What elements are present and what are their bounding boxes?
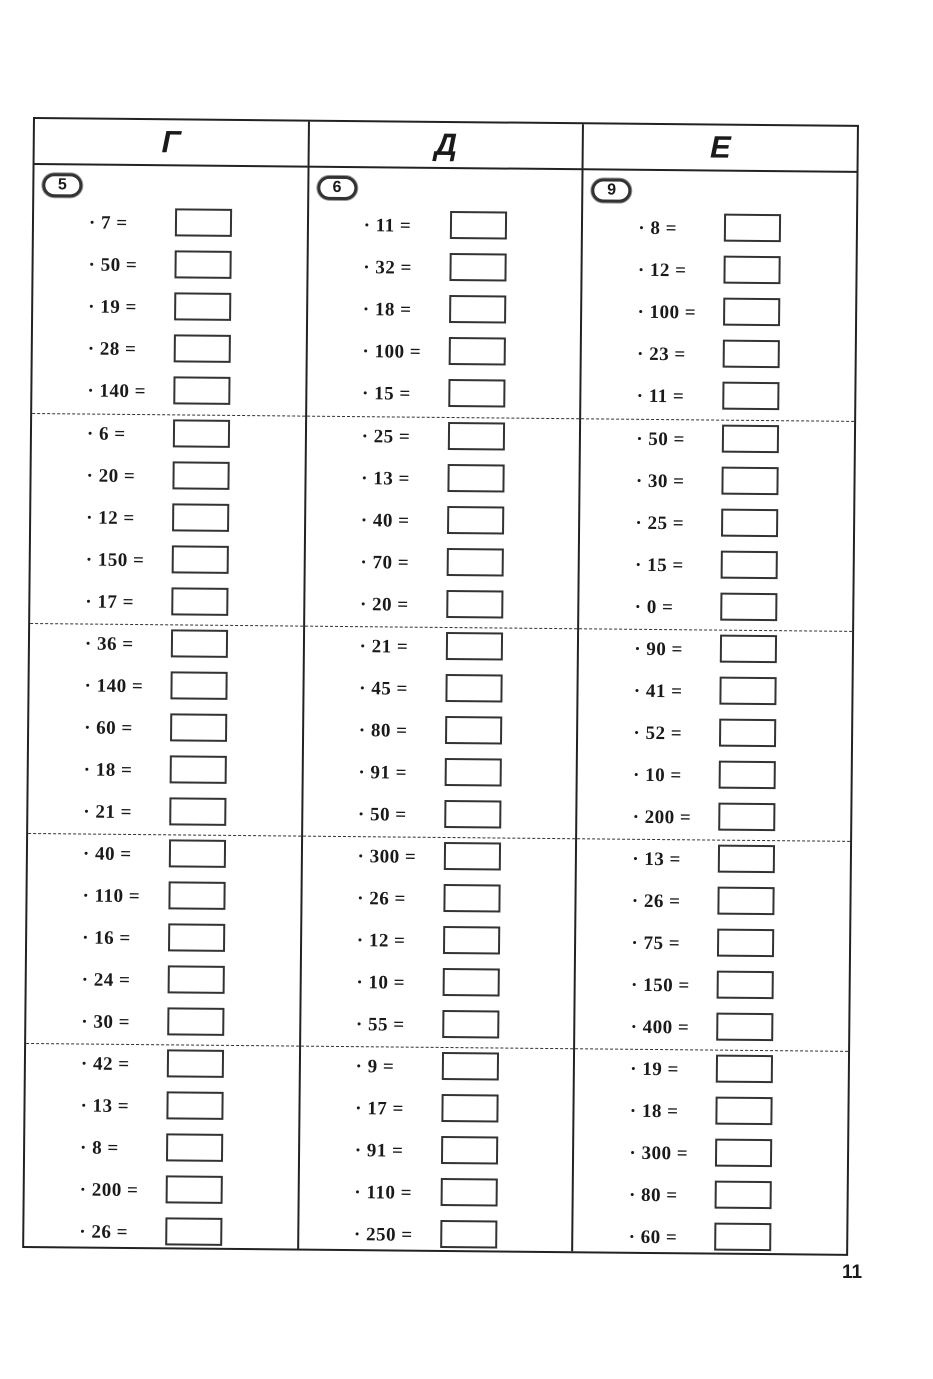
answer-box[interactable] <box>444 758 501 787</box>
exercise-row <box>299 1217 572 1256</box>
exercise-row <box>305 587 578 626</box>
answer-box[interactable] <box>168 923 225 952</box>
answer-box[interactable] <box>443 842 500 871</box>
exercise-row <box>34 205 307 244</box>
answer-box[interactable] <box>721 593 778 622</box>
multiplication-expression: · 36 = <box>84 633 134 655</box>
exercise-row <box>581 421 854 460</box>
answer-box[interactable] <box>449 295 506 324</box>
exercise-row <box>307 334 580 373</box>
multiplication-expression: · 26 = <box>357 888 406 910</box>
multiplication-expression: · 7 = <box>88 212 128 234</box>
exercise-row <box>27 920 300 959</box>
exercise-group <box>307 206 582 417</box>
exercise-row <box>28 836 301 875</box>
multiplication-expression: · 30 = <box>635 470 685 493</box>
exercise-row <box>31 542 304 581</box>
exercise-row <box>301 1007 574 1046</box>
answer-box[interactable] <box>442 1010 499 1039</box>
answer-box[interactable] <box>166 1091 223 1120</box>
exercise-column <box>571 168 856 1254</box>
exercise-number-badge: 9 <box>592 178 632 202</box>
answer-box[interactable] <box>714 1223 771 1252</box>
multiplication-expression: · 13 = <box>632 848 682 871</box>
exercise-row <box>583 252 856 291</box>
multiplication-expression: · 55 = <box>355 1014 405 1036</box>
exercise-group <box>303 626 578 838</box>
column-header-e: Е <box>582 124 857 171</box>
exercise-row <box>301 965 574 1004</box>
answer-box[interactable] <box>165 1217 222 1246</box>
exercise-row <box>574 1177 847 1216</box>
answer-box[interactable] <box>443 926 500 955</box>
answer-box[interactable] <box>171 629 228 658</box>
answer-box[interactable] <box>447 506 504 535</box>
multiplication-expression: · 25 = <box>361 426 411 448</box>
answer-box[interactable] <box>175 208 232 237</box>
exercise-row <box>33 289 306 328</box>
multiplication-expression: · 25 = <box>635 512 685 535</box>
multiplication-expression: · 23 = <box>636 343 686 366</box>
page-number: 11 <box>842 1262 863 1283</box>
exercise-row <box>578 757 851 796</box>
exercise-row <box>29 752 302 791</box>
answer-box[interactable] <box>441 1136 498 1165</box>
exercise-row <box>581 463 854 502</box>
answer-box[interactable] <box>167 1007 224 1036</box>
answer-box[interactable] <box>723 298 780 327</box>
answer-box[interactable] <box>167 1049 224 1078</box>
multiplication-expression: · 300 = <box>357 846 417 868</box>
exercise-row <box>580 547 853 586</box>
exercise-row <box>575 1093 848 1132</box>
answer-box[interactable] <box>719 761 776 790</box>
exercise-group <box>579 418 854 630</box>
answer-box[interactable] <box>723 340 780 369</box>
exercise-row <box>573 1219 846 1258</box>
multiplication-expression: · 19 = <box>88 296 137 319</box>
multiplication-expression: · 19 = <box>630 1058 680 1081</box>
exercise-row <box>578 715 851 754</box>
multiplication-expression: · 150 = <box>630 974 690 997</box>
multiplication-expression: · 50 = <box>357 804 407 826</box>
answer-box[interactable] <box>442 968 499 997</box>
exercise-row <box>302 923 575 962</box>
exercise-row <box>29 710 302 749</box>
multiplication-expression: · 17 = <box>85 591 135 613</box>
exercise-row <box>30 584 303 623</box>
multiplication-expression: · 60 = <box>628 1226 678 1249</box>
multiplication-expression: · 6 = <box>86 423 126 445</box>
exercise-row <box>305 545 578 584</box>
exercise-group <box>577 628 852 840</box>
multiplication-expression: · 45 = <box>359 678 408 700</box>
answer-box[interactable] <box>172 461 229 490</box>
multiplication-expression: · 40 = <box>360 510 410 532</box>
answer-box[interactable] <box>716 1055 773 1084</box>
exercise-row <box>303 797 576 836</box>
exercise-row <box>582 294 855 333</box>
answer-box[interactable] <box>440 1178 497 1207</box>
multiplication-expression: · 52 = <box>633 722 683 745</box>
multiplication-expression: · 18 = <box>362 299 412 321</box>
exercise-row <box>25 1088 298 1127</box>
exercise-row <box>31 458 304 497</box>
answer-box[interactable] <box>446 548 503 577</box>
exercise-row <box>576 925 849 964</box>
multiplication-expression: · 12 = <box>356 930 406 952</box>
answer-box[interactable] <box>448 337 505 366</box>
multiplication-expression: · 80 = <box>628 1184 678 1207</box>
answer-box[interactable] <box>448 379 505 408</box>
multiplication-expression: · 26 = <box>631 890 681 913</box>
answer-box[interactable] <box>447 464 504 493</box>
column-header-d: Д <box>307 122 582 169</box>
answer-box[interactable] <box>723 382 780 411</box>
exercise-row <box>304 713 577 752</box>
multiplication-expression: · 16 = <box>82 927 131 949</box>
answer-box[interactable] <box>715 1181 772 1210</box>
exercise-row <box>574 1135 847 1174</box>
exercise-row <box>304 671 577 710</box>
multiplication-expression: · 300 = <box>629 1142 689 1165</box>
exercise-row <box>299 1175 572 1214</box>
exercise-row <box>302 839 575 878</box>
exercise-row <box>26 1004 299 1043</box>
exercise-group <box>24 1043 299 1255</box>
exercise-row <box>28 794 301 833</box>
exercise-group <box>32 203 307 414</box>
exercise-row <box>32 373 305 412</box>
answer-box[interactable] <box>450 211 507 240</box>
answer-box[interactable] <box>721 551 778 580</box>
multiplication-expression: · 50 = <box>636 428 686 451</box>
multiplication-expression: · 50 = <box>88 254 138 277</box>
exercise-row <box>576 967 849 1006</box>
answer-box[interactable] <box>444 800 501 829</box>
multiplication-expression: · 140 = <box>84 675 144 698</box>
exercise-row <box>24 1214 297 1253</box>
multiplication-expression: · 140 = <box>87 380 147 403</box>
multiplication-expression: · 110 = <box>354 1182 413 1204</box>
exercise-row <box>30 626 303 665</box>
exercise-row <box>300 1049 573 1088</box>
exercise-group <box>301 836 576 1048</box>
answer-box[interactable] <box>169 839 226 868</box>
multiplication-expression: · 15 = <box>361 383 411 405</box>
multiplication-expression: · 8 = <box>80 1137 119 1159</box>
multiplication-expression: · 60 = <box>84 717 133 739</box>
exercise-row <box>306 461 579 500</box>
answer-box[interactable] <box>718 887 775 916</box>
exercise-row <box>29 668 302 707</box>
multiplication-expression: · 91 = <box>358 762 408 784</box>
answer-box[interactable] <box>719 803 776 832</box>
exercise-row <box>577 799 850 838</box>
answer-box[interactable] <box>171 587 228 616</box>
multiplication-expression: · 15 = <box>634 554 684 577</box>
exercise-number-badge: 5 <box>42 173 82 197</box>
answer-box[interactable] <box>172 503 229 532</box>
multiplication-expression: · 30 = <box>81 1011 131 1033</box>
exercise-row <box>307 376 580 415</box>
answer-box[interactable] <box>440 1220 497 1249</box>
multiplication-expression: · 26 = <box>79 1221 129 1243</box>
exercise-row <box>302 881 575 920</box>
multiplication-expression: · 20 = <box>359 594 409 616</box>
exercise-row <box>575 1009 848 1048</box>
multiplication-expression: · 75 = <box>631 932 681 955</box>
multiplication-expression: · 12 = <box>86 507 135 529</box>
answer-box[interactable] <box>449 253 506 282</box>
exercise-row <box>33 331 306 370</box>
exercise-row <box>580 505 853 544</box>
answer-box[interactable] <box>722 425 779 454</box>
exercise-row <box>300 1091 573 1130</box>
multiplication-expression: · 40 = <box>82 843 132 865</box>
exercise-row <box>306 503 579 542</box>
exercise-group <box>28 623 303 835</box>
exercise-row <box>300 1133 573 1172</box>
multiplication-expression: · 80 = <box>358 720 408 742</box>
answer-box[interactable] <box>174 250 231 279</box>
multiplication-expression: · 110 = <box>82 885 141 908</box>
multiplication-expression: · 21 = <box>83 801 133 823</box>
multiplication-expression: · 10 = <box>632 764 682 787</box>
answer-box[interactable] <box>722 467 779 496</box>
answer-box[interactable] <box>173 376 230 405</box>
exercise-row <box>582 378 855 417</box>
exercise-row <box>582 336 855 375</box>
exercise-row <box>577 841 850 880</box>
multiplication-expression: · 9 = <box>355 1056 395 1078</box>
answer-box[interactable] <box>716 1097 773 1126</box>
multiplication-expression: · 90 = <box>634 638 684 661</box>
exercise-row <box>308 208 581 247</box>
multiplication-expression: · 24 = <box>81 969 131 991</box>
worksheet-table <box>22 117 859 1256</box>
multiplication-expression: · 17 = <box>355 1098 404 1120</box>
answer-box[interactable] <box>445 632 502 661</box>
multiplication-expression: · 10 = <box>356 972 406 994</box>
answer-box[interactable] <box>166 1175 223 1204</box>
answer-box[interactable] <box>443 884 500 913</box>
exercise-row <box>31 500 304 539</box>
answer-box[interactable] <box>174 334 231 363</box>
exercise-row <box>306 419 579 458</box>
answer-box[interactable] <box>445 674 502 703</box>
multiplication-expression: · 11 = <box>363 215 412 237</box>
answer-box[interactable] <box>173 419 230 448</box>
answer-box[interactable] <box>441 1052 498 1081</box>
exercise-column <box>297 166 582 1252</box>
multiplication-expression: · 100 = <box>362 341 422 363</box>
answer-box[interactable] <box>170 671 227 700</box>
multiplication-expression: · 18 = <box>629 1100 679 1123</box>
exercise-group <box>573 1048 848 1260</box>
exercise-row <box>32 416 305 455</box>
exercise-group <box>575 838 850 1050</box>
multiplication-expression: · 18 = <box>83 759 133 781</box>
answer-box[interactable] <box>724 256 781 285</box>
answer-box[interactable] <box>441 1094 498 1123</box>
exercise-group <box>26 833 301 1045</box>
exercise-row <box>303 755 576 794</box>
answer-box[interactable] <box>717 1013 774 1042</box>
exercise-group <box>299 1046 574 1258</box>
multiplication-expression: · 0 = <box>634 596 674 619</box>
multiplication-expression: · 28 = <box>87 338 137 361</box>
multiplication-expression: · 21 = <box>359 636 409 658</box>
multiplication-expression: · 13 = <box>361 468 410 490</box>
answer-box[interactable] <box>170 755 227 784</box>
exercise-row <box>33 247 306 286</box>
exercise-row <box>25 1130 298 1169</box>
exercise-row <box>579 589 852 628</box>
multiplication-expression: · 400 = <box>630 1016 690 1039</box>
multiplication-expression: · 100 = <box>637 301 697 324</box>
exercise-row <box>25 1172 298 1211</box>
multiplication-expression: · 150 = <box>85 549 145 572</box>
table-body <box>24 163 856 1254</box>
multiplication-expression: · 8 = <box>638 217 678 240</box>
exercise-row <box>577 883 850 922</box>
answer-box[interactable] <box>174 292 231 321</box>
multiplication-expression: · 41 = <box>633 680 683 703</box>
multiplication-expression: · 13 = <box>80 1095 130 1117</box>
answer-box[interactable] <box>717 929 774 958</box>
answer-box[interactable] <box>168 965 225 994</box>
exercise-row <box>579 673 852 712</box>
exercise-group <box>305 416 580 628</box>
exercise-number-badge: 6 <box>317 176 357 200</box>
answer-box[interactable] <box>718 845 775 874</box>
multiplication-expression: · 12 = <box>637 259 687 282</box>
exercise-row <box>575 1051 848 1090</box>
answer-box[interactable] <box>717 971 774 1000</box>
multiplication-expression: · 250 = <box>353 1224 413 1246</box>
exercise-row <box>308 292 581 331</box>
answer-box[interactable] <box>168 881 225 910</box>
answer-box[interactable] <box>447 422 504 451</box>
exercise-row <box>579 631 852 670</box>
answer-box[interactable] <box>172 545 229 574</box>
column-header-g: Г <box>161 124 181 160</box>
exercise-row <box>308 250 581 289</box>
exercise-column <box>24 163 307 1249</box>
multiplication-expression: · 20 = <box>86 465 136 487</box>
multiplication-expression: · 200 = <box>632 806 692 829</box>
answer-box[interactable] <box>721 509 778 538</box>
multiplication-expression: · 42 = <box>80 1053 130 1075</box>
exercise-group <box>581 208 856 419</box>
answer-box[interactable] <box>724 214 781 243</box>
answer-box[interactable] <box>720 677 777 706</box>
answer-box[interactable] <box>166 1133 223 1162</box>
answer-box[interactable] <box>169 797 226 826</box>
exercise-row <box>27 962 300 1001</box>
exercise-group <box>30 413 305 625</box>
multiplication-expression: · 200 = <box>79 1179 139 1202</box>
multiplication-expression: · 70 = <box>360 552 410 574</box>
multiplication-expression: · 32 = <box>363 257 413 279</box>
exercise-row <box>304 629 577 668</box>
exercise-row <box>583 210 856 249</box>
answer-box[interactable] <box>446 590 503 619</box>
answer-box[interactable] <box>720 635 777 664</box>
exercise-row <box>27 878 300 917</box>
answer-box[interactable] <box>170 713 227 742</box>
answer-box[interactable] <box>715 1139 772 1168</box>
answer-box[interactable] <box>719 719 776 748</box>
answer-box[interactable] <box>445 716 502 745</box>
multiplication-expression: · 11 = <box>636 385 685 408</box>
exercise-row <box>26 1046 299 1085</box>
multiplication-expression: · 91 = <box>354 1140 404 1162</box>
